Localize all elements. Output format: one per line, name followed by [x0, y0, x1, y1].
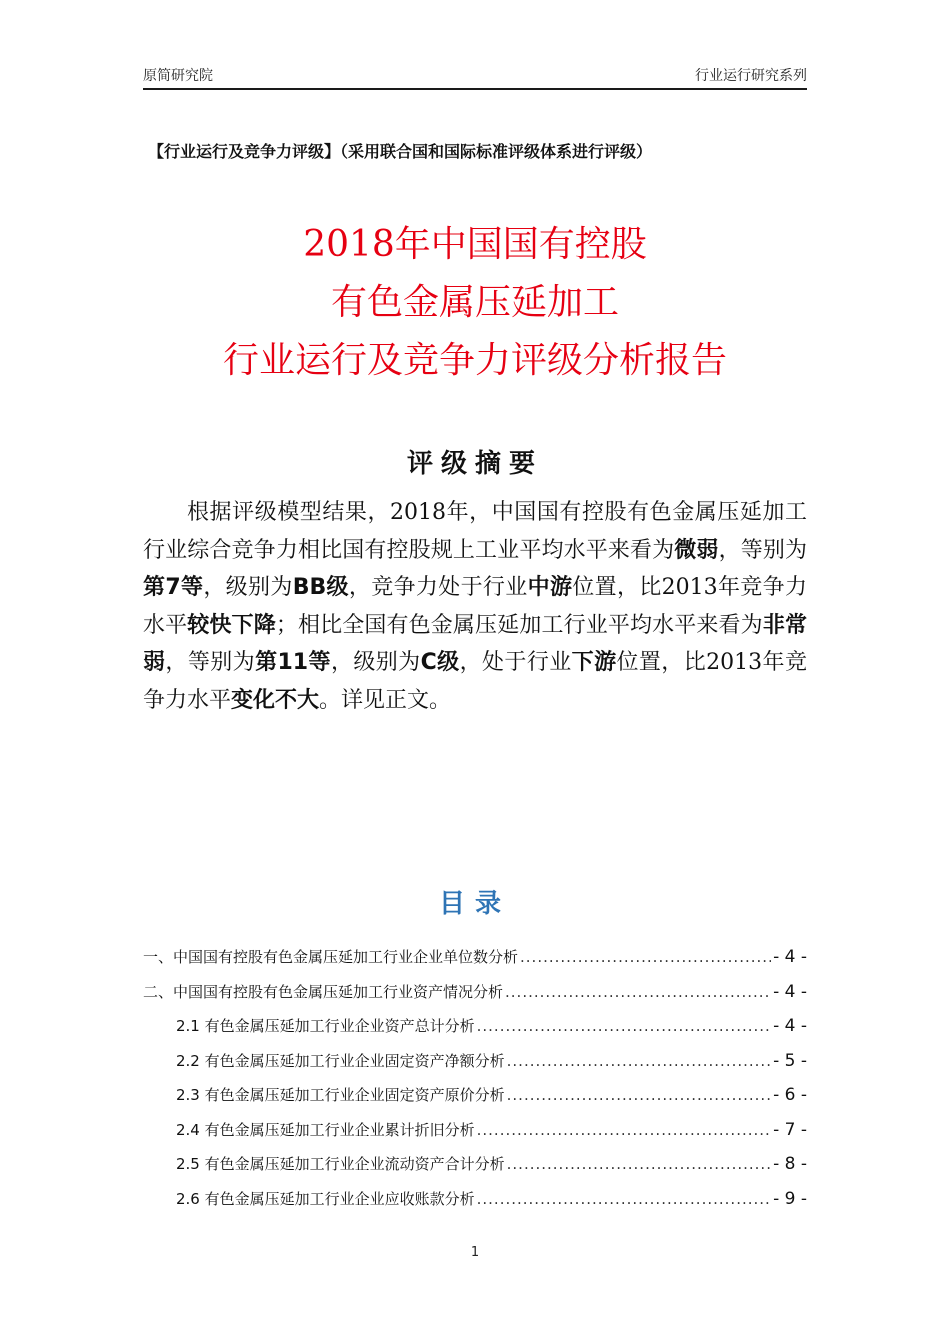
toc-entry-label: 2.1 有色金属压延加工行业企业资产总计分析: [176, 1017, 475, 1035]
summary-text: 根据评级模型结果，2018年，中国国有控股有色金属压延加工行业综合竞争力相比国有控股规上工业平均水平来看为: [143, 500, 807, 563]
toc-heading: 目录: [438, 889, 511, 919]
summary-text: ，级别为: [203, 575, 293, 600]
summary-highlight: BB级: [292, 575, 349, 600]
toc-leader-dots: [477, 1009, 771, 1044]
summary-highlight: 第11等: [255, 650, 331, 675]
title-line-3: 行业运行及竞争力评级分析报告: [222, 340, 727, 381]
toc-entry-label: 2.6 有色金属压延加工行业企业应收账款分析: [176, 1189, 475, 1208]
toc-entry[interactable]: [143, 1147, 807, 1182]
summary-text: ，竞争力处于行业: [348, 575, 528, 600]
header-publisher: 原简研究院: [143, 68, 213, 84]
toc-entry-page: - 4 -: [773, 981, 807, 1002]
toc-entry[interactable]: [143, 1078, 807, 1113]
toc-leader-dots: [507, 1147, 771, 1182]
toc-leader-dots: [507, 1078, 771, 1113]
summary-text: ，级别为: [330, 650, 421, 675]
summary-paragraph: [143, 494, 807, 719]
summary-highlight: C级: [420, 650, 460, 675]
toc-entry-label: 二、中国国有控股有色金属压延加工行业资产情况分析: [143, 982, 504, 1001]
summary-highlight: 微弱: [674, 537, 719, 563]
summary-highlight: 非常弱: [143, 612, 807, 675]
toc-entry-page: - 6 -: [773, 1085, 807, 1105]
toc-entry[interactable]: [143, 940, 807, 975]
summary-text: ，处于行业: [459, 650, 572, 675]
summary-highlight: 中游: [527, 575, 573, 600]
summary-text: ；相比全国有色金属压延加工行业平均水平来看为: [275, 612, 763, 638]
summary-text: 位置，比2013年竞争力水平: [143, 575, 807, 638]
toc-entry-label: 2.2 有色金属压延加工行业企业固定资产净额分析: [176, 1051, 505, 1070]
rating-methodology-tag: 【行业运行及竞争力评级】（采用联合国和国际标准评级体系进行评级）: [148, 142, 653, 161]
report-title: [0, 216, 950, 390]
summary-heading: 评级摘要: [406, 449, 543, 479]
title-line-2: 有色金属压延加工: [330, 282, 619, 323]
header-series: 行业运行研究系列: [695, 68, 807, 84]
toc-entry-page: - 7 -: [773, 1119, 807, 1140]
toc-entry-page: - 5 -: [773, 1050, 807, 1071]
toc-leader-dots: [520, 940, 771, 975]
toc-entry[interactable]: [143, 1182, 807, 1217]
toc-entry-page: - 4 -: [773, 1016, 807, 1036]
toc-entry-page: - 9 -: [773, 1188, 807, 1209]
toc-entry-page: - 8 -: [773, 1154, 807, 1174]
toc-entry-label: 2.4 有色金属压延加工行业企业累计折旧分析: [176, 1120, 475, 1139]
page-header: [143, 66, 807, 90]
summary-highlight: 第7等: [143, 575, 204, 600]
toc-entry-page: - 4 -: [773, 947, 807, 967]
toc-entry[interactable]: [143, 975, 807, 1010]
toc-leader-dots: [477, 1113, 771, 1148]
toc-leader-dots: [505, 975, 771, 1010]
toc-entry[interactable]: [143, 1009, 807, 1044]
toc-entry-label: 一、中国国有控股有色金属压延加工行业企业单位数分析: [143, 948, 519, 966]
summary-text: ，等别为: [718, 537, 807, 563]
summary-text: ，等别为: [165, 650, 256, 675]
toc-leader-dots: [477, 1182, 771, 1217]
summary-highlight: 较快下降: [187, 612, 276, 638]
toc-entry[interactable]: [143, 1044, 807, 1079]
page-number: 1: [470, 1245, 480, 1260]
title-line-1: 2018年中国国有控股: [303, 224, 647, 265]
summary-text: 。详见正文。: [319, 687, 452, 713]
summary-highlight: 下游: [571, 650, 617, 675]
toc-entry-label: 2.3 有色金属压延加工行业企业固定资产原价分析: [176, 1086, 505, 1104]
toc-leader-dots: [507, 1044, 771, 1079]
table-of-contents: [143, 940, 807, 1216]
toc-entry[interactable]: [143, 1113, 807, 1148]
summary-text: 位置，比2013年竞争力水平: [143, 650, 807, 713]
toc-entry-label: 2.5 有色金属压延加工行业企业流动资产合计分析: [176, 1155, 505, 1173]
summary-highlight: 变化不大: [231, 687, 320, 713]
